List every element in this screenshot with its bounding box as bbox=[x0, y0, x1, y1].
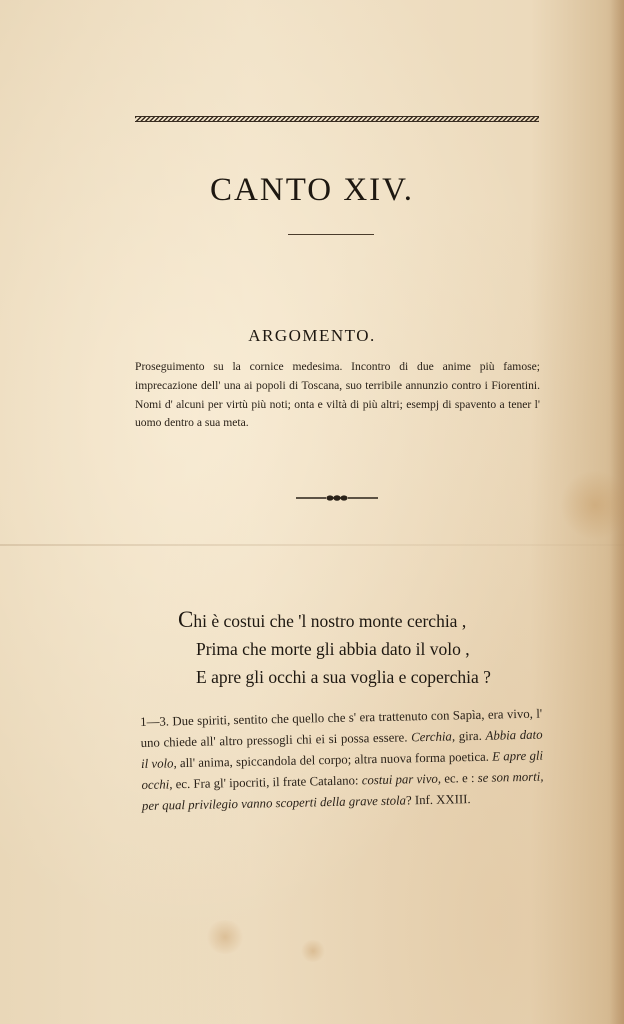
foxing-stain bbox=[205, 920, 245, 954]
note-segment: , all' anima, spiccandola del corpo; altra nuova forma poetica. bbox=[173, 749, 493, 771]
note-segment: ? Inf. XXIII. bbox=[405, 792, 471, 808]
foxing-stain bbox=[560, 470, 624, 540]
verse-line bbox=[178, 606, 558, 635]
note-italic-segment: se son morti, per qual privilegio vanno scoperti della grave stola bbox=[141, 769, 544, 813]
drop-capital: C bbox=[178, 607, 194, 632]
verse-line: E apre gli occhi a sua voglia e coperchia ? bbox=[196, 667, 491, 687]
verse-line-text: hi è costui che 'l nostro monte cerchia , bbox=[193, 611, 467, 631]
title-divider bbox=[288, 234, 374, 235]
verse-tercet bbox=[178, 606, 558, 691]
note-segment: , gira. bbox=[451, 728, 486, 744]
argument-heading: ARGOMENTO. bbox=[248, 326, 376, 345]
note-italic-segment: costui par vivo bbox=[361, 771, 438, 788]
note-segment: , ec. e : bbox=[437, 770, 478, 786]
note-italic-segment: Abbia dato il volo bbox=[140, 727, 543, 771]
note-segment: , ec. Fra gl' ipocriti, il frate Catalano: bbox=[169, 773, 362, 792]
verse-line: Prima che morte gli abbia dato il volo , bbox=[196, 639, 470, 659]
commentary-note bbox=[140, 704, 544, 817]
note-italic-segment: Cerchia bbox=[410, 729, 453, 745]
note-italic-segment: E apre gli occhi bbox=[141, 748, 544, 792]
argument-text: Proseguimento su la cornice medesima. Incontro di due anime più famose; imprecazione dell' una ai popoli di Toscana, suo terribile annunzio contro i Fiorentini. Nomi d' alcuni per virtù più noti; onta e viltà di più altri; esempj di spavento a tener l' uomo dentro a sua meta. bbox=[135, 360, 540, 430]
ornament-divider bbox=[296, 491, 378, 505]
note-segment: 1—3. Due spiriti, sentito che quello che s' era trattenuto con Sapìa, era vivo, l' uno chiede all' altro pressogli chi ei si possa essere. bbox=[140, 706, 543, 750]
foxing-stain bbox=[300, 940, 326, 962]
canto-title: CANTO XIV. bbox=[210, 172, 414, 208]
paper-fold bbox=[0, 544, 624, 546]
ornamental-top-rule bbox=[135, 116, 539, 122]
